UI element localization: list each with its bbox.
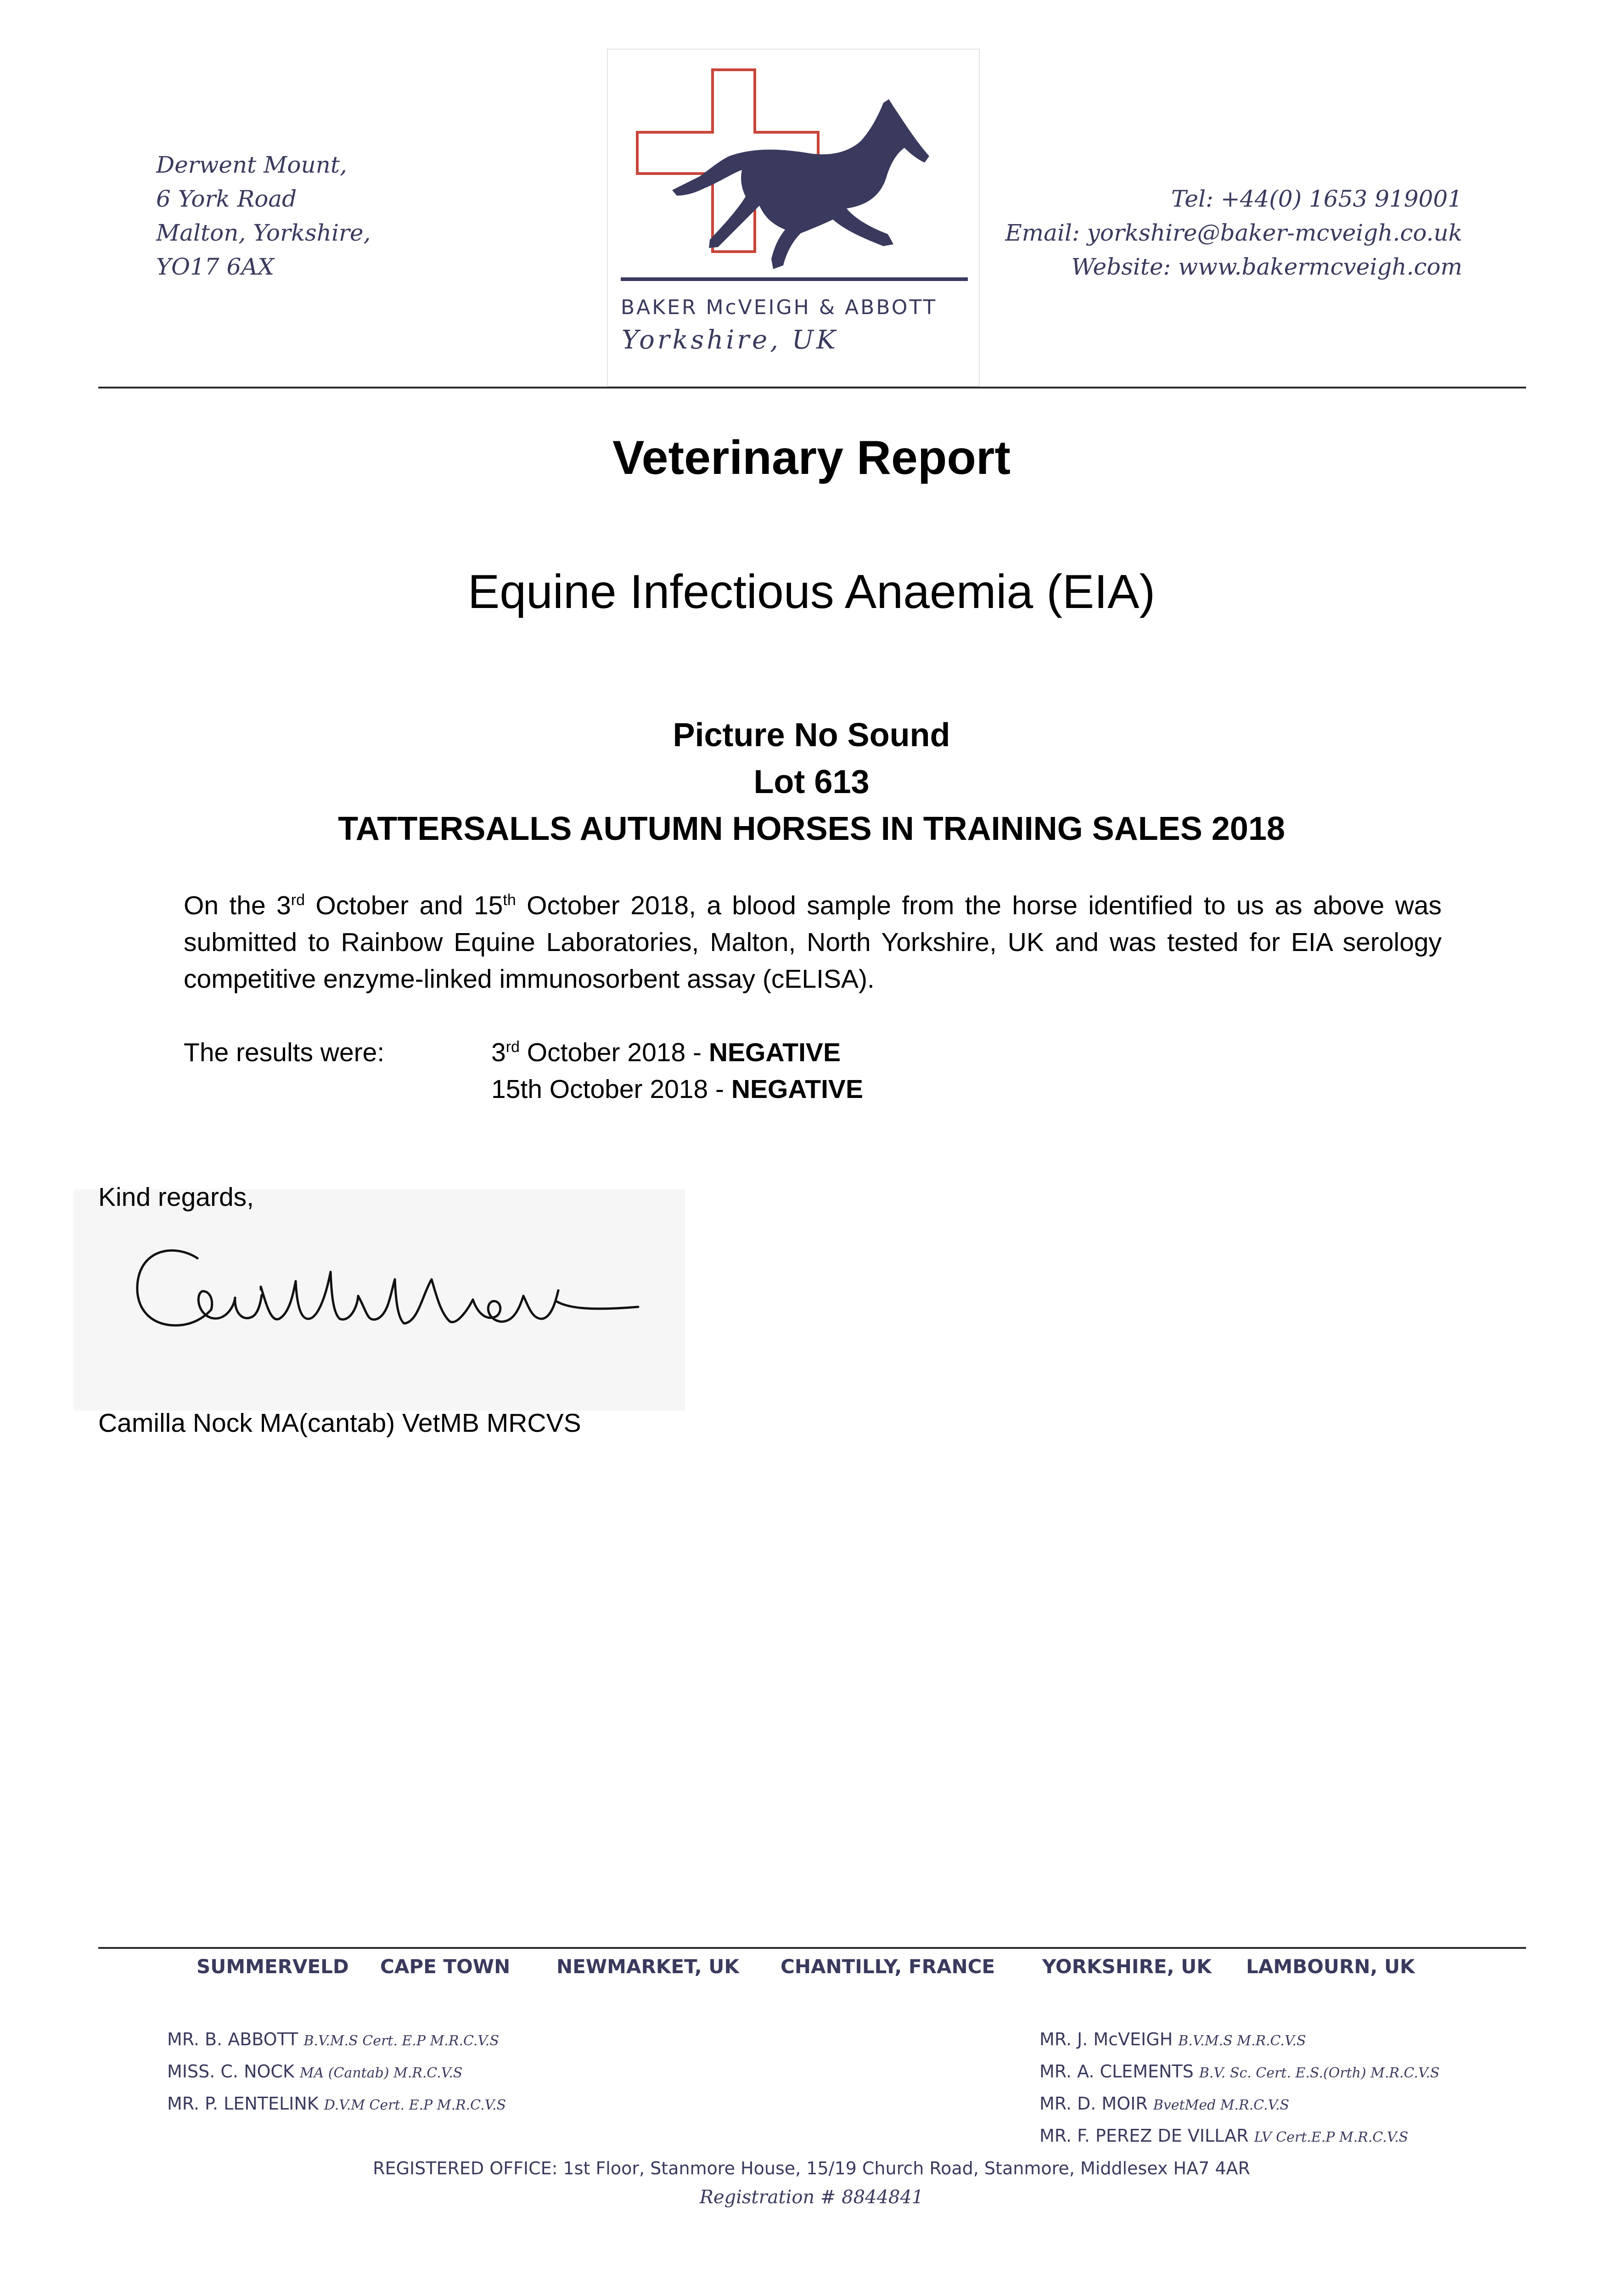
header-divider [98,387,1526,388]
vet-list-right [1039,2024,1439,2153]
ordinal-suffix: rd [291,891,305,909]
vet-qualifications: LV Cert.E.P M.R.C.V.S [1254,2129,1409,2145]
body-text: October and 15 [304,891,503,920]
ordinal-suffix: rd [505,1038,520,1056]
address-line: YO17 6AX [156,253,275,280]
signature-image [73,1189,685,1411]
result-value: NEGATIVE [731,1075,863,1104]
result-date: 3 [491,1038,506,1067]
vet-qualifications: B.V. Sc. Cert. E.S.(Orth) M.R.C.V.S [1199,2065,1440,2081]
vet-name: MR. B. ABBOTT [167,2029,298,2049]
vet-qualifications: D.V.M Cert. E.P M.R.C.V.S [324,2097,506,2113]
address-line: 6 York Road [156,186,297,212]
practice-address [156,148,371,284]
ordinal-suffix: th [503,891,516,909]
vet-entry [167,2088,506,2121]
vet-name: MR. P. LENTELINK [167,2093,319,2114]
vet-entry [167,2056,506,2088]
report-subtitle: Equine Infectious Anaemia (EIA) [467,565,1156,619]
vet-entry [1039,2121,1439,2153]
contact-phone: Tel: +44(0) 1653 919001 [1171,186,1462,212]
vet-qualifications: BvetMed M.R.C.V.S [1153,2097,1290,2113]
office-location: SUMMERVELD [197,1955,349,1978]
vet-name: MR. J. McVEIGH [1039,2029,1173,2049]
signer-name: Camilla Nock MA(cantab) VetMB MRCVS [98,1408,581,1438]
practice-contact [1005,182,1462,284]
address-line: Derwent Mount, [156,152,347,178]
registration-number: Registration # 8844841 [699,2187,924,2208]
vet-name: MISS. C. NOCK [167,2061,294,2082]
result-date: October 2018 - [519,1038,709,1067]
vet-entry [1039,2056,1439,2088]
results-label: The results were: [184,1038,385,1067]
address-line: Malton, Yorkshire, [156,219,371,246]
vet-entry [1039,2024,1439,2056]
office-locations [98,1955,1526,1983]
office-location: YORKSHIRE, UK [1042,1955,1212,1978]
vet-qualifications: MA (Cantab) M.R.C.V.S [299,2065,463,2081]
vet-list-left [167,2024,506,2121]
vet-name: MR. F. PEREZ DE VILLAR [1039,2126,1249,2146]
logo-company-name: BAKER McVEIGH & ABBOTT [621,296,938,319]
vet-name: MR. D. MOIR [1039,2093,1148,2114]
registered-office: REGISTERED OFFICE: 1st Floor, Stanmore House, 15/19 Church Road, Stanmore, Middlesex HA7 4AR [373,2158,1250,2178]
results-list [491,1034,863,1108]
lot-number: Lot 613 [753,764,870,800]
body-text: On the 3 [184,891,291,920]
horse-identification [0,712,1623,852]
vet-entry [1039,2088,1439,2121]
report-title: Veterinary Report [612,431,1011,484]
closing-regards: Kind regards, [98,1182,254,1212]
result-date: 15th October 2018 - [491,1075,731,1104]
result-line [491,1071,863,1108]
result-value: NEGATIVE [708,1038,841,1067]
vet-entry [167,2024,506,2056]
contact-website: Website: www.bakermcveigh.com [1071,253,1462,280]
office-location: CHANTILLY, FRANCE [781,1955,995,1978]
footer-divider [98,1947,1526,1949]
logo-location: Yorkshire, UK [622,325,838,355]
result-line [491,1034,863,1071]
contact-email: Email: yorkshire@baker-mcveigh.co.uk [1005,219,1462,246]
vet-name: MR. A. CLEMENTS [1039,2061,1194,2082]
sale-name: TATTERSALLS AUTUMN HORSES IN TRAINING SALES 2018 [338,810,1285,847]
handwritten-signature-icon [73,1189,685,1411]
vet-qualifications: B.V.M.S Cert. E.P M.R.C.V.S [303,2033,499,2049]
office-location: NEWMARKET, UK [556,1955,739,1978]
horse-name: Picture No Sound [673,717,950,754]
vet-qualifications: B.V.M.S M.R.C.V.S [1178,2033,1306,2049]
body-text: October 2018, a blood sample from the horse identified to us as above was submitted to Rainbow Equine Laboratories, Malton, North Yorkshire, UK and was tested for EIA serology competitive enzyme-linked immunosorbent assay (cELISA). [184,891,1442,994]
office-location: LAMBOURN, UK [1246,1955,1415,1978]
office-location: CAPE TOWN [380,1955,511,1978]
practice-logo [607,49,980,387]
report-body [184,887,1442,997]
